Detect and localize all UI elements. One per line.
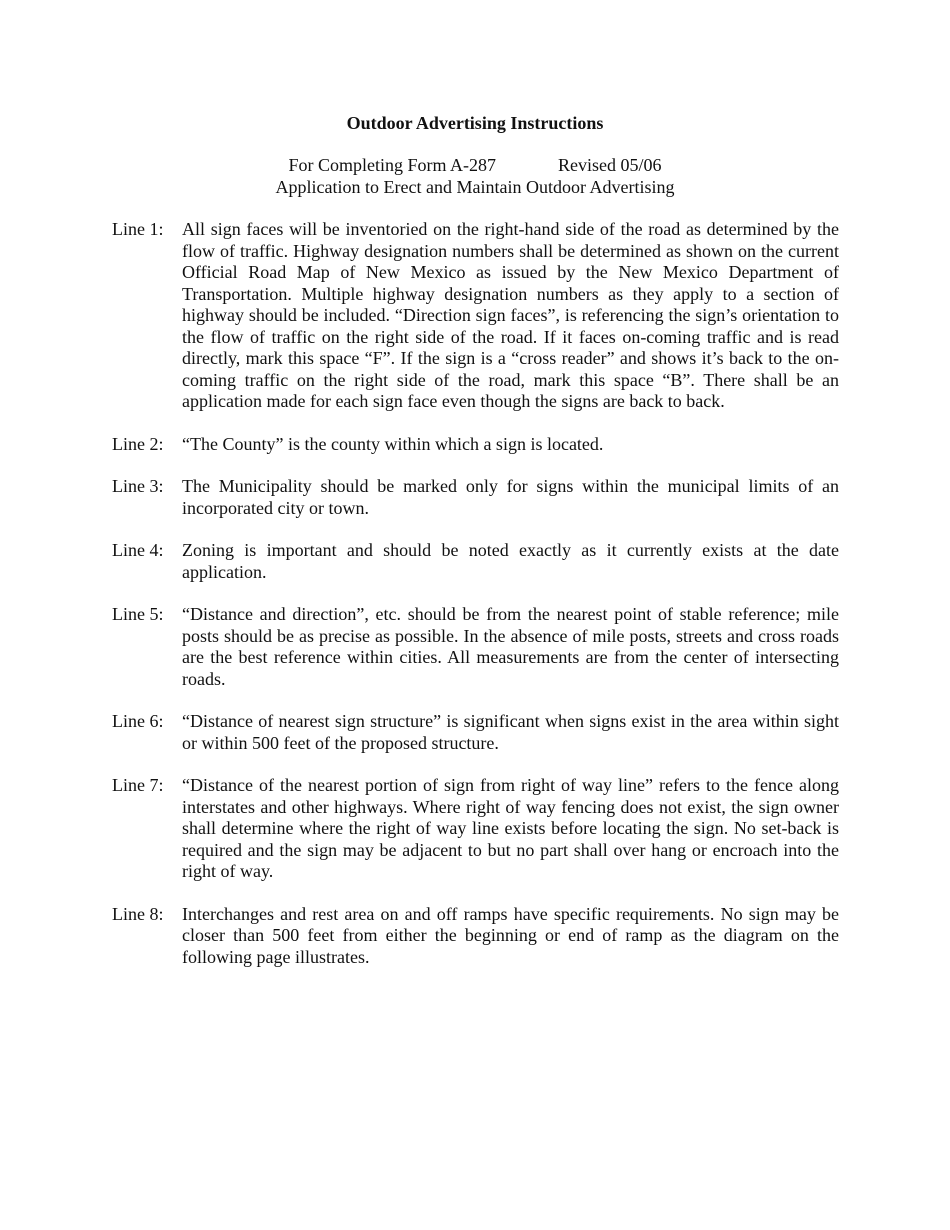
instruction-line-6 (112, 711, 839, 754)
form-reference: For Completing Form A-287 (288, 155, 496, 175)
line-text: “Distance of the nearest portion of sign from right of way line” refers to the fence along interstates and other highways. Where right of way fencing does not exist, the sign owner shall determine where the right of way line exists before locating the sign. No set-back is required and the sign may be adjacent to but no part shall over hang or encroach into the right of way. (182, 775, 839, 881)
document-subtitle: Application to Erect and Maintain Outdoor Advertising (275, 177, 675, 197)
instruction-line-5 (112, 604, 839, 690)
instruction-line-8 (112, 904, 839, 969)
instruction-line-4 (112, 540, 839, 583)
line-label: Line 4: (112, 540, 164, 560)
line-text: The Municipality should be marked only for signs within the municipal limits of an incorporated city or town. (182, 476, 839, 518)
line-label: Line 5: (112, 604, 164, 624)
instruction-line-3 (112, 476, 839, 519)
document-subheading (0, 154, 950, 198)
line-label: Line 3: (112, 476, 164, 496)
line-text: Interchanges and rest area on and off ramps have specific requirements. No sign may be closer than 500 feet from either the beginning or end of ramp as the diagram on the following page illustrates. (182, 903, 839, 967)
form-reference-row (0, 154, 950, 176)
page-title: Outdoor Advertising Instructions (346, 113, 604, 133)
instruction-line-1 (112, 219, 839, 413)
instruction-line-2 (112, 434, 839, 456)
line-label: Line 6: (112, 711, 164, 731)
line-text: “The County” is the county within which a sign is located. (182, 433, 604, 454)
line-text: “Distance of nearest sign structure” is significant when signs exist in the area within sight or within 500 feet of the proposed structure. (182, 711, 839, 753)
line-label: Line 1: (112, 219, 164, 239)
instruction-list (112, 219, 839, 989)
instruction-line-7 (112, 775, 839, 883)
line-label: Line 8: (112, 903, 164, 924)
line-label: Line 7: (112, 775, 164, 795)
line-label: Line 2: (112, 433, 164, 454)
revision-date: Revised 05/06 (558, 155, 662, 175)
line-text: “Distance and direction”, etc. should be from the nearest point of stable reference; mile posts should be as precise as possible. In the absence of mile posts, streets and cross roads are the best reference within cities. All measurements are from the center of intersecting roads. (182, 604, 839, 689)
line-text: Zoning is important and should be noted exactly as it currently exists at the date application. (182, 540, 839, 582)
line-text: All sign faces will be inventoried on the right-hand side of the road as determined by the flow of traffic. Highway designation numbers shall be determined as shown on the current Official Road Map of New Mexico as issued by the New Mexico Department of Transportation. Multiple highway designation numbers as they apply to a section of highway should be included. “Direction sign faces”, is referencing the sign’s orientation to the flow of traffic on the right side of the road. If it faces on-coming traffic and is read directly, mark this space “F”. If the sign is a “cross reader” and shows it’s back to the on-coming traffic on the right side of the road, mark this space “B”. There shall be an application made for each sign face even though the signs are back to back. (182, 219, 839, 411)
